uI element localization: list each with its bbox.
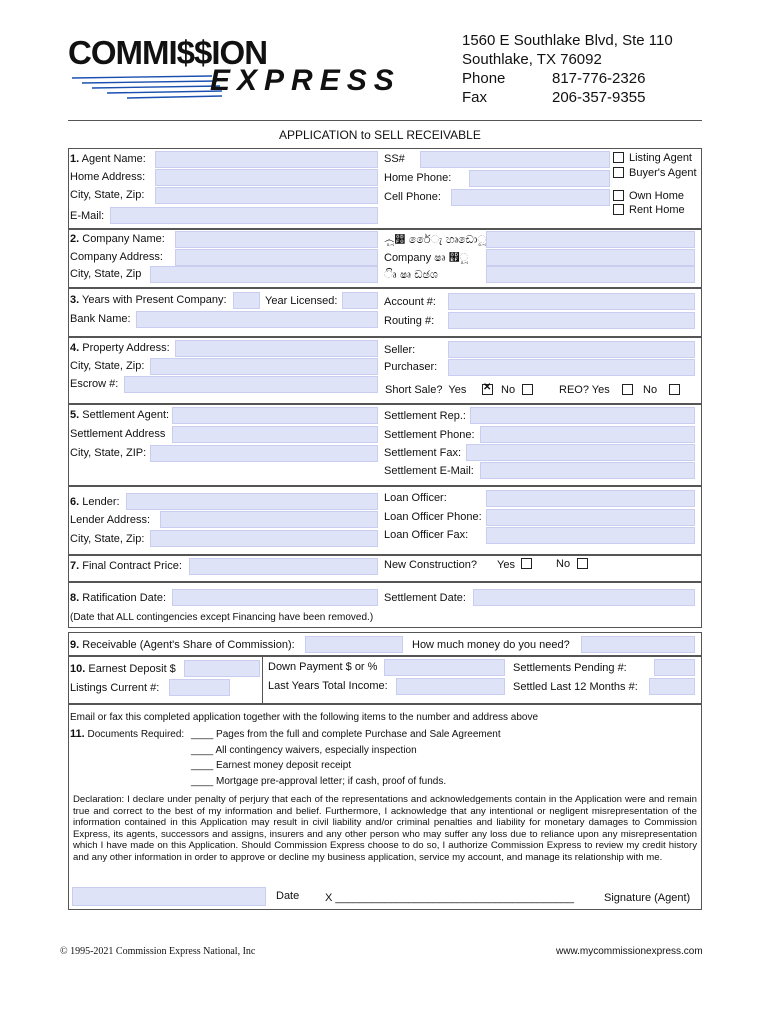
doc-item-1: ____ Pages from the full and complete Purchase and Sale Agreement xyxy=(191,729,501,740)
new-construction-label: New Construction? xyxy=(384,559,477,571)
header-divider xyxy=(68,120,702,121)
short-sale-yes-checkbox[interactable] xyxy=(482,384,493,395)
seller-field[interactable] xyxy=(448,341,695,358)
settlement-fax-label: Settlement Fax: xyxy=(384,447,462,459)
logo-wordmark-top: COMMI$$ION xyxy=(68,34,268,71)
fax-label: Fax xyxy=(462,89,488,106)
year-licensed-label: Year Licensed: xyxy=(265,295,338,307)
how-much-field[interactable] xyxy=(581,636,695,653)
company-name-field[interactable] xyxy=(175,231,378,248)
date-label: Date xyxy=(276,890,300,902)
copyright: © 1995-2021 Commission Express National, Inc xyxy=(60,946,256,957)
doc-item-2: ____ All contingency waivers, especially inspection xyxy=(191,745,417,756)
settlement-rep-field[interactable] xyxy=(470,407,695,424)
declaration-text: Declaration: I declare under penalty of perjury that each of the representations and acknowledgements contain in the Application were and remain true and correct to the best of my information and belief. Furthermore, I acknowledge that any intentional or negligent misrepresentation of the information contained in this Application may result in civil liability and/or criminal penalties and liability for monetary damages to Commission Express, its agents, successors and assigns, insurers and any other person who may suffer any loss due to reliance upon any misrepresentation which I have made on this Application. Should Commission Express choose to do so, I authorize Commission Express to review my credit history and any other information in order to approve or decline my business application, service my account, and manage its relationship with me. xyxy=(73,794,697,863)
short-sale-label: Short Sale? Yes xyxy=(385,384,467,396)
escrow-field[interactable] xyxy=(124,376,378,393)
listings-current-field[interactable] xyxy=(169,679,230,696)
address-line-1: 1560 E Southlake Blvd, Ste 110 xyxy=(462,32,673,49)
page-title: APPLICATION to SELL RECEIVABLE xyxy=(279,128,481,142)
bank-name-label: Bank Name: xyxy=(70,313,131,325)
reo-no-checkbox[interactable] xyxy=(669,384,680,395)
account-field[interactable] xyxy=(448,293,695,310)
earnest-field[interactable] xyxy=(184,660,260,677)
lender-address-field[interactable] xyxy=(160,511,378,528)
city-state-zip-field-4[interactable] xyxy=(150,358,378,375)
cell-phone-field[interactable] xyxy=(451,189,610,206)
company-name-label: 2. Company Name: xyxy=(70,233,165,245)
buyers-agent-checkbox[interactable] xyxy=(613,167,624,178)
city-state-zip-field-2[interactable] xyxy=(150,266,378,283)
logo xyxy=(68,34,408,104)
loan-officer-phone-label: Loan Officer Phone: xyxy=(384,511,482,523)
email-label: E-Mail: xyxy=(70,210,105,222)
doc-item-4: ____ Mortgage pre-approval letter; if cash, proof of funds. xyxy=(191,776,447,787)
settlement-phone-label: Settlement Phone: xyxy=(384,429,475,441)
last-years-income-field[interactable] xyxy=(396,678,505,695)
settled-last12-label: Settled Last 12 Months #: xyxy=(513,681,638,693)
city-state-zip-label-4: City, State, Zip: xyxy=(70,360,145,372)
loan-officer-phone-field[interactable] xyxy=(486,509,695,526)
company-address-block xyxy=(462,31,673,107)
date-field[interactable] xyxy=(72,887,266,906)
property-address-label: 4. Property Address: xyxy=(70,342,170,354)
receivable-field[interactable] xyxy=(305,636,403,653)
phone-number: 817-776-2326 xyxy=(552,70,646,87)
settlements-pending-field[interactable] xyxy=(654,659,695,676)
new-construction-yes-label: Yes xyxy=(497,559,515,571)
settled-last12-field[interactable] xyxy=(649,678,695,695)
bank-name-field[interactable] xyxy=(136,311,378,328)
settlement-agent-field[interactable] xyxy=(172,407,378,424)
short-sale-no-checkbox[interactable] xyxy=(522,384,533,395)
reo-yes-checkbox[interactable] xyxy=(622,384,633,395)
company-phone-label: Company ෂෘ ඿ූ xyxy=(384,251,469,264)
city-state-zip-label-6: City, State, Zip: xyxy=(70,533,145,545)
years-present-label: 3. Years with Present Company: xyxy=(70,294,227,306)
loan-officer-fax-label: Loan Officer Fax: xyxy=(384,529,469,541)
logo-wordmark-bottom: EXPRESS xyxy=(210,64,401,97)
agent-name-field[interactable] xyxy=(155,151,378,168)
escrow-label: Escrow #: xyxy=(70,378,119,390)
own-home-label: Own Home xyxy=(629,190,685,202)
settlement-address-field[interactable] xyxy=(172,426,378,443)
right-field-2c[interactable] xyxy=(486,266,695,283)
seller-label: Seller: xyxy=(384,344,416,356)
down-payment-field[interactable] xyxy=(384,659,505,676)
ratification-field[interactable] xyxy=(172,589,378,606)
garbled-label-3: ිෘ ෂෘ ඩඡශ xyxy=(384,268,438,281)
down-payment-label: Down Payment $ or % xyxy=(268,661,378,673)
home-address-field[interactable] xyxy=(155,169,378,186)
agent-name-label: 1. Agent Name: xyxy=(70,153,146,165)
short-sale-no-label: No xyxy=(501,384,516,396)
settlement-agent-label: 5. Settlement Agent: xyxy=(70,409,170,421)
signature-label: Signature (Agent) xyxy=(604,892,691,904)
ss-label: SS# xyxy=(384,153,405,165)
city-state-zip-label-5: City, State, ZIP: xyxy=(70,447,147,459)
ss-field[interactable] xyxy=(420,151,610,168)
home-phone-field[interactable] xyxy=(469,170,610,187)
purchaser-label: Purchaser: xyxy=(384,361,438,373)
lender-field[interactable] xyxy=(126,493,378,510)
signature-line[interactable]: X _______________________________________ xyxy=(325,892,574,904)
own-home-checkbox[interactable] xyxy=(613,190,624,201)
loan-officer-field[interactable] xyxy=(486,490,695,507)
routing-field[interactable] xyxy=(448,312,695,329)
address-line-2: Southlake, TX 76092 xyxy=(462,51,602,68)
city-state-zip-field-5[interactable] xyxy=(150,445,378,462)
fax-number: 206-357-9355 xyxy=(552,89,646,106)
rent-home-checkbox[interactable] xyxy=(613,204,624,215)
loan-officer-label: Loan Officer: xyxy=(384,492,447,504)
home-phone-label: Home Phone: xyxy=(384,172,452,184)
year-licensed-field[interactable] xyxy=(342,292,378,309)
settlement-address-label: Settlement Address xyxy=(70,428,166,440)
listing-agent-label: Listing Agent xyxy=(629,152,692,164)
instructions-intro: Email or fax this completed application together with the following items to the number and address above xyxy=(70,712,539,723)
settlement-date-field[interactable] xyxy=(473,589,695,606)
new-construction-no-checkbox[interactable] xyxy=(577,558,588,569)
earnest-label: 10. Earnest Deposit $ xyxy=(70,663,176,675)
right-field-2b[interactable] xyxy=(486,249,695,266)
ratification-label: 8. Ratification Date: xyxy=(70,592,167,604)
city-state-zip-label-2: City, State, Zip xyxy=(70,268,142,280)
final-price-field[interactable] xyxy=(189,558,378,575)
years-present-field[interactable] xyxy=(233,292,260,309)
company-address-label: Company Address: xyxy=(70,251,163,263)
email-field[interactable] xyxy=(110,207,378,224)
settlement-email-field[interactable] xyxy=(480,462,695,479)
lender-address-label: Lender Address: xyxy=(70,514,151,526)
buyers-agent-label: Buyer's Agent xyxy=(629,167,697,179)
reo-no-label: No xyxy=(643,384,658,396)
last-years-income-label: Last Years Total Income: xyxy=(268,680,388,692)
listing-agent-checkbox[interactable] xyxy=(613,152,624,163)
city-state-zip-field-6[interactable] xyxy=(150,530,378,547)
phone-label: Phone xyxy=(462,70,506,87)
city-state-zip-field-1[interactable] xyxy=(155,187,378,204)
lender-label: 6. Lender: xyxy=(70,496,120,508)
reo-label: REO? Yes xyxy=(559,384,610,396)
listings-current-label: Listings Current #: xyxy=(70,682,160,694)
section-10-divider xyxy=(262,656,263,704)
purchaser-field[interactable] xyxy=(448,359,695,376)
right-field-2a[interactable] xyxy=(486,231,695,248)
city-state-zip-label-1: City, State, Zip: xyxy=(70,189,145,201)
new-construction-no-label: No xyxy=(556,558,571,570)
settlement-date-label: Settlement Date: xyxy=(384,592,466,604)
new-construction-yes-checkbox[interactable] xyxy=(521,558,532,569)
website-link[interactable]: www.mycommissionexpress.com xyxy=(556,946,703,957)
settlement-email-label: Settlement E-Mail: xyxy=(384,465,474,477)
home-address-label: Home Address: xyxy=(70,171,146,183)
routing-label: Routing #: xyxy=(384,315,435,327)
doc-item-3: ____ Earnest money deposit receipt xyxy=(191,760,352,771)
how-much-label: How much money do you need? xyxy=(412,639,570,651)
settlement-rep-label: Settlement Rep.: xyxy=(384,410,466,422)
logo-speed-lines xyxy=(72,74,222,103)
loan-officer-fax-field[interactable] xyxy=(486,527,695,544)
settlement-fax-field[interactable] xyxy=(466,444,695,461)
garbled-label-1: ෴ූ෰ රෙේැ හෘඩොූ xyxy=(384,233,487,246)
documents-required-label: 11. Documents Required: xyxy=(70,728,185,740)
rent-home-label: Rent Home xyxy=(629,204,685,216)
settlement-phone-field[interactable] xyxy=(480,426,695,443)
cell-phone-label: Cell Phone: xyxy=(384,191,441,203)
property-address-field[interactable] xyxy=(175,340,378,357)
ratification-note: (Date that ALL contingencies except Financing have been removed.) xyxy=(70,612,374,623)
receivable-label: 9. Receivable (Agent's Share of Commission): xyxy=(70,639,295,651)
final-price-label: 7. Final Contract Price: xyxy=(70,560,182,572)
settlements-pending-label: Settlements Pending #: xyxy=(513,662,627,674)
account-label: Account #: xyxy=(384,296,436,308)
company-address-field[interactable] xyxy=(175,249,378,266)
